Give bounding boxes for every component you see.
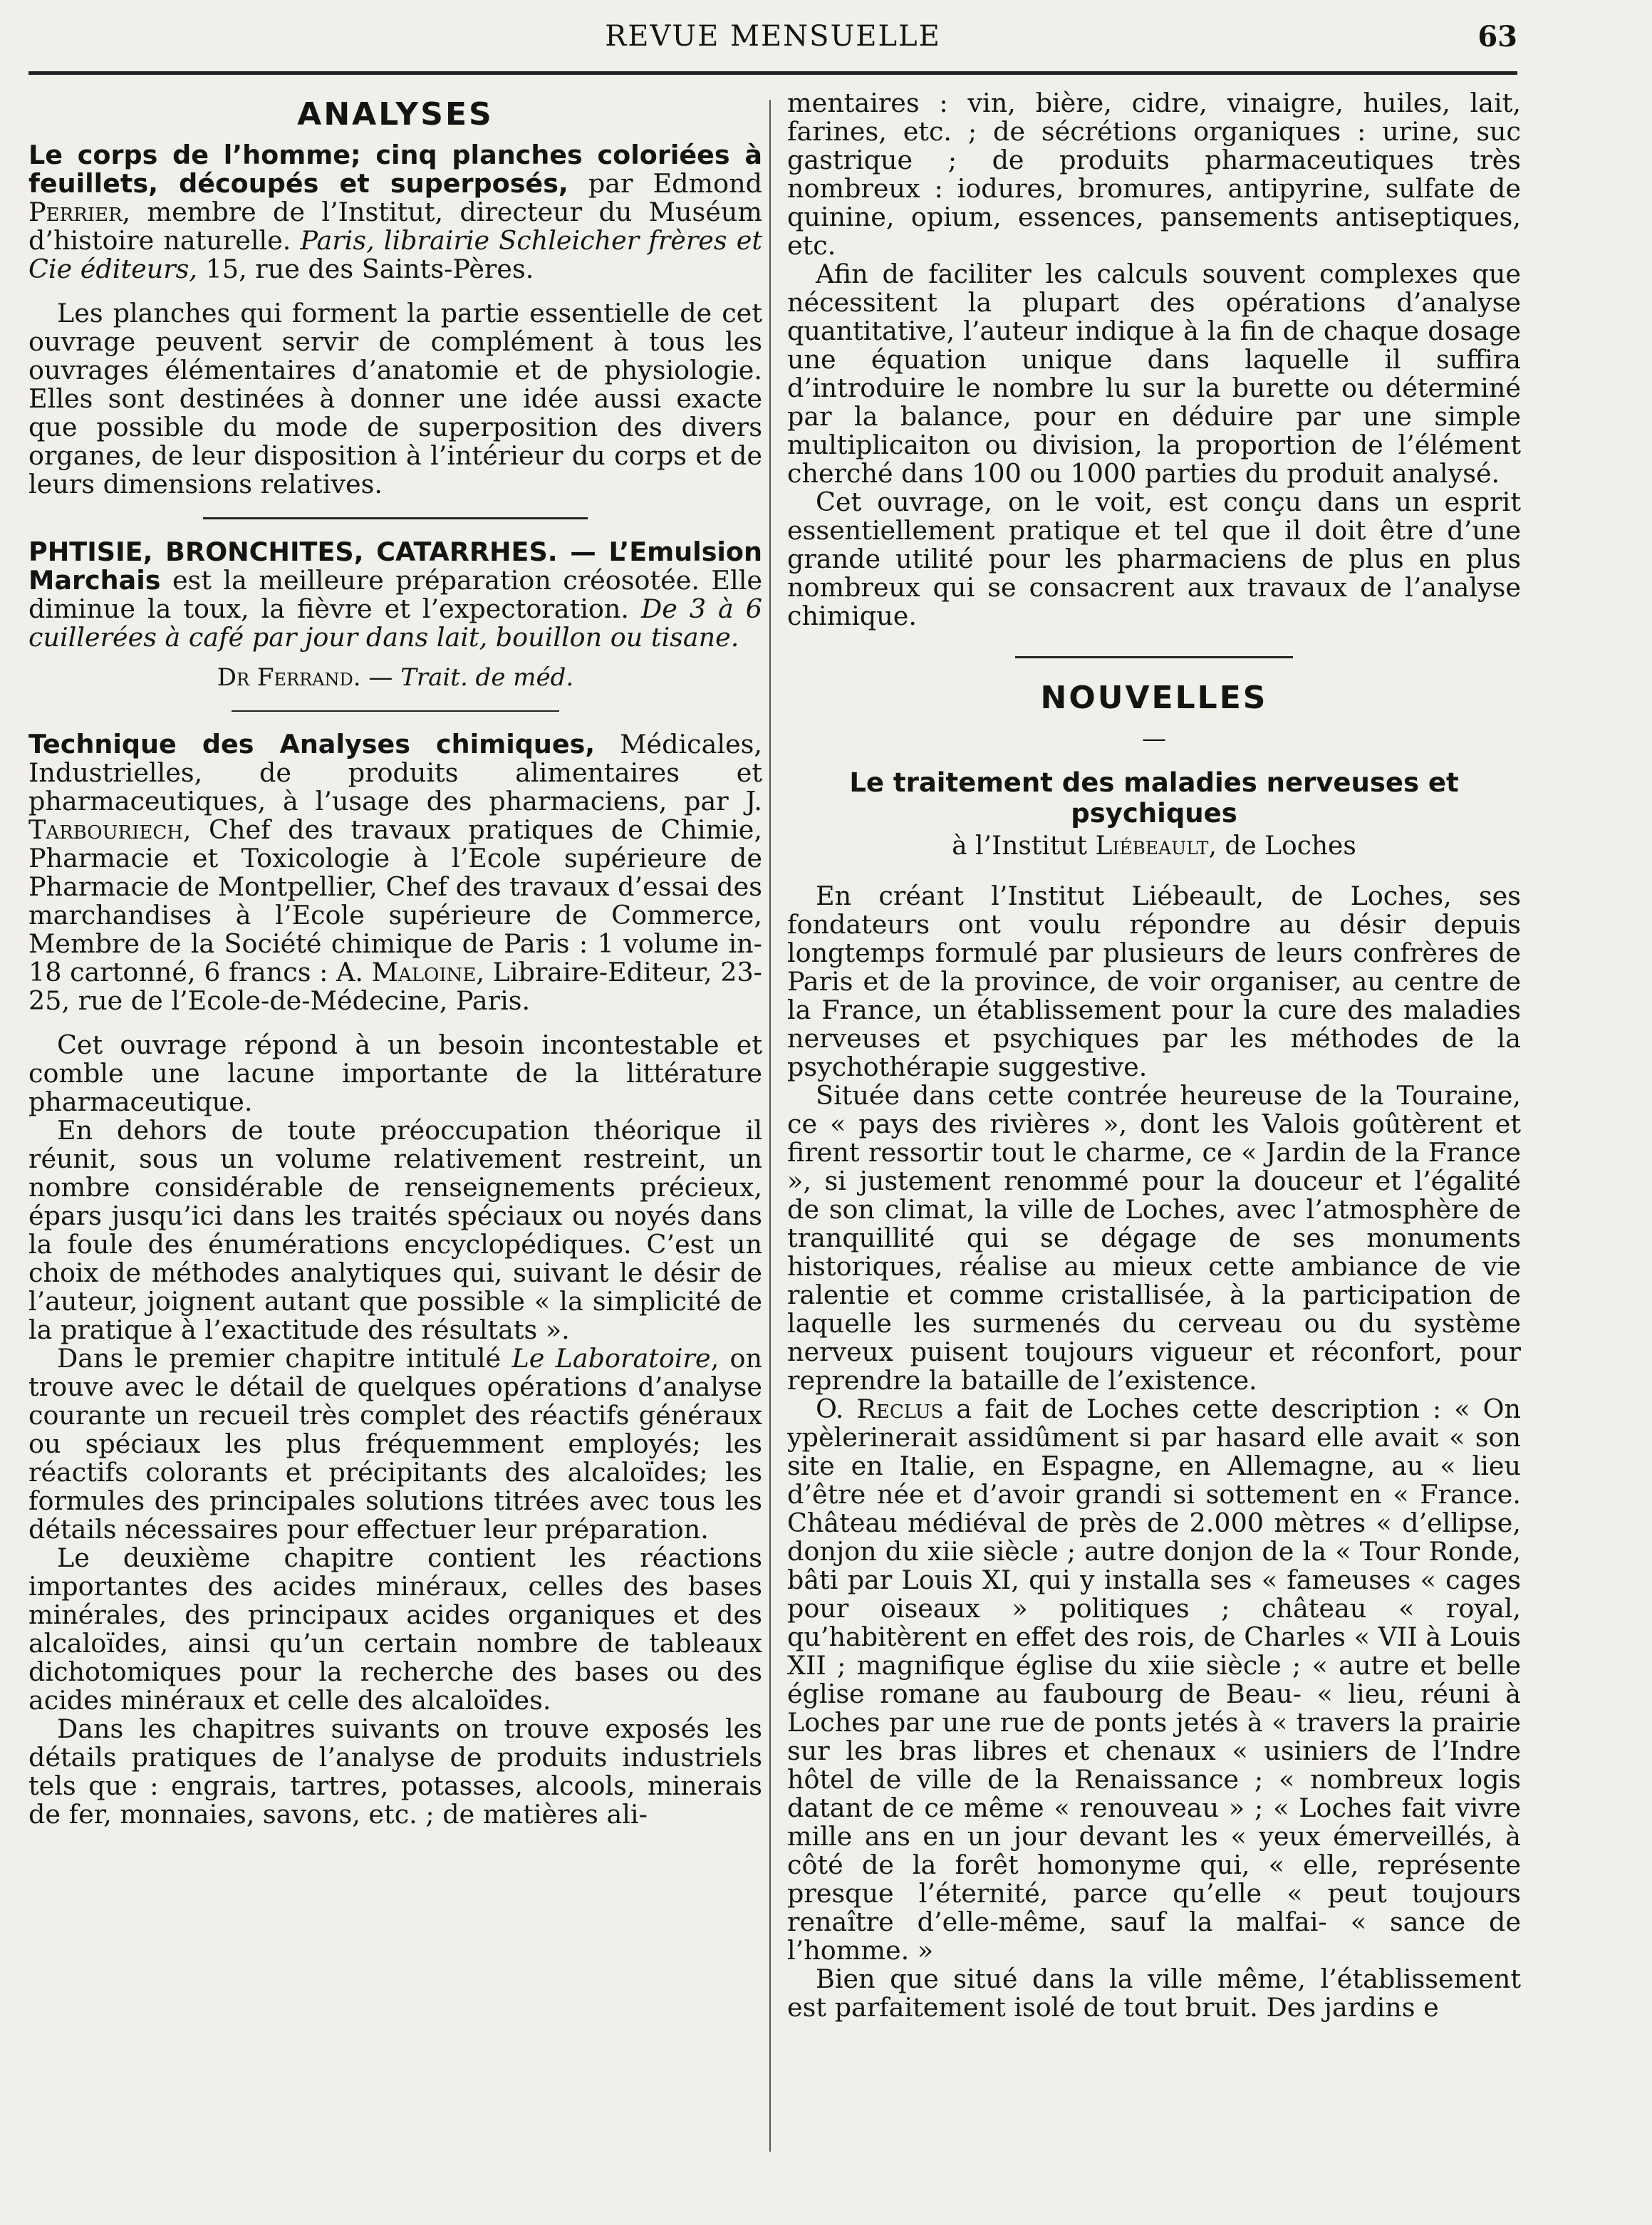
article-paragraph: Bien que situé dans la ville même, l’établissement est parfaitement isolé de tout bruit. Des jardins e: [787, 1964, 1521, 2023]
article-paragraph: Située dans cette contrée heureuse de la Touraine, ce « pays des rivières », dont les Valois goûtèrent et firent ressortir tout le charme, ce « Jardin de la France », si justement renommé pour la douceur et l’égalité de son climat, la ville de Loches, avec l’atmosphère de tranquillité qui se dégage de ses monuments historiques, réalise au mieux cette ambiance de vie ralentie et comme cristallisée, à la participation de laquelle les surmenés du cerveau ou du système nerveux puisent toujours vigueur et réconfort, pour reprendre la bataille de l’existence.: [787, 1080, 1521, 1396]
book2-text: , Chef des travaux pratiques de Chimie, Pharmacie et Toxicologie à l’Ecole supérieure de Pharmacie de Montpellier, Chef des travaux d’essai des marchandises à l’Ecole supérieure de Commerce, Membre de la Société chimique de Paris : 1 volume in-18 cartonné, 6 francs : A.: [28, 814, 762, 987]
heading-dash: —: [1142, 725, 1166, 753]
ad-signature-dash: —: [360, 663, 401, 692]
advertisement: [28, 538, 762, 652]
right-column: [787, 89, 1521, 2212]
book1-entry: [28, 141, 762, 284]
running-title: REVUE MENSUELLE: [605, 20, 941, 53]
ad-signature: [28, 663, 762, 692]
quoted-author: O. Reclus: [816, 1394, 944, 1424]
section-separator: [232, 710, 559, 712]
review-text: , on trouve avec le détail de quelques opérations d’analyse courante un recueil très complet des réactifs généraux ou spéciaux les plus fréquemment employés; les réactifs colorants et précipitants des alcaloïdes; les formules des principales solutions titrées avec tous les détails nécessaires pour effectuer leur préparation.: [28, 1343, 762, 1545]
book1-title: Le corps de l’homme; cinq planches coloriées à feuillets, découpés et superposés,: [28, 140, 762, 199]
chapter-title: Le Laboratoire: [511, 1343, 711, 1374]
book2-text: Médicales, Industrielles, de produits alimentaires et pharmaceutiques, à l’usage des pharmaciens, par J.: [28, 729, 762, 816]
section-separator: [1015, 656, 1293, 658]
book1-review: Les planches qui forment la partie essentielle de cet ouvrage peuvent servir de complément à tous les ouvrages élémentaires d’anatomie et de physiologie. Elles sont destinées à donner une idée aussi exacte que possible du mode de superposition des divers organes, de leur disposition à l’intérieur du corps et de leurs dimensions relatives.: [28, 298, 762, 499]
left-column: [28, 89, 762, 2212]
review-paragraph: Afin de faciliter les calculs souvent complexes que nécessitent la plupart des opérations d’analyse quantitative, l’auteur indique à la fin de chaque dosage une équation unique dans laquelle il suffira d’introduire le nombre lu sur la burette ou déterminé par la balance, pour en déduire par une simple multiplicaiton ou division, la proportion de l’élément cherché dans 100 ou 1000 parties du produit analysé.: [787, 259, 1521, 489]
review-text: Dans le premier chapitre intitulé: [57, 1343, 512, 1374]
page-header: [28, 16, 1517, 58]
book2-publisher: Maloine: [371, 957, 477, 987]
book1-by: par Edmond: [568, 168, 762, 199]
book2-entry: [28, 730, 762, 1015]
ad-signature-ref: Trait. de méd.: [400, 663, 574, 692]
institute-name: Liébeault: [1095, 831, 1209, 861]
book2-author: Tarbouriech: [28, 814, 183, 845]
review-paragraph: mentaires : vin, bière, cidre, vinaigre, huiles, lait, farines, etc. ; de sécrétions organiques : urine, suc gastrique ; de produits pharmaceutiques très nombreux : iodures, bromures, antipyrine, sulfate de quinine, opium, essences, pansements antiseptiques, etc.: [787, 89, 1521, 261]
column-divider: [769, 100, 771, 2152]
book1-author: Perrier: [28, 197, 123, 227]
ad-signature-name: Dr Ferrand.: [217, 663, 361, 692]
analyses-heading: ANALYSES: [297, 96, 494, 133]
review-paragraph: Dans les chapitres suivants on trouve exposés les détails pratiques de l’analyse de produits industriels tels que : engrais, tartres, potasses, alcools, minerais de fer, monnaies, savons, etc. ; de matières ali-: [28, 1713, 762, 1830]
review-paragraph: En dehors de toute préoccupation théorique il réunit, sous un volume relativement restreint, un nombre considérable de renseignements précieux, épars jusqu’ici dans les traités spéciaux ou noyés dans la foule des énumérations encyclopédiques. C’est un choix de méthodes analytiques qui, suivant le désir de l’auteur, joignent autant que possible « la simplicité de la pratique à l’exactitude des résultats ».: [28, 1115, 762, 1345]
review-paragraph: Cet ouvrage répond à un besoin incontestable et comble une lacune importante de la littérature pharmaceutique.: [28, 1029, 762, 1117]
ad-headline: PHTISIE, BRONCHITES, CATARRHES. — L’Emulsion Marchais: [28, 536, 762, 596]
review-paragraph: Cet ouvrage, on le voit, est conçu dans un esprit essentiellement pratique et tel que il doit être d’une grande utilité pour les pharmaciens de plus en plus nombreux qui se consacrent aux travaux de l’analyse chimique.: [787, 487, 1521, 631]
page-number: 63: [1477, 20, 1517, 53]
ad-text: est la meilleure préparation créosotée. Elle diminue la toux, la fièvre et l’expectoration.: [28, 565, 762, 624]
book1-rest: , membre de l’Institut, directeur du Muséum d’histoire naturelle.: [28, 197, 762, 256]
ad-dosage: De 3 à 6 cuillerées à café par jour dans lait, bouillon ou tisane.: [28, 593, 762, 653]
article-subtitle-text: à l’Institut: [952, 831, 1096, 861]
book2-title: Technique des Analyses chimiques,: [28, 729, 596, 759]
section-separator: [203, 517, 588, 519]
quote-text: a fait de Loches cette description : « On ypèlerinerait assidûment si par hasard elle avait « son site en Italie, en Espagne, en Allemagne, au « lieu d’être née et d’avoir grandi si sottement en « France. Château médiéval de près de 2.000 mètres « d’ellipse, donjon du xiie siècle ; autre donjon de la « Tour Ronde, bâti par Louis XI, qui y installa ses « fameuses « cages pour oiseaux » politiques ; château « royal, qu’habitèrent en effet des rois, de Charles « VII à Louis XII ; magnifique église du xiie siècle ; « autre et belle église romane au faubourg de Beau- « lieu, réuni à Loches par une rue de ponts jetés à « travers la prairie sur les bras libres et chenaux « usiniers de l’Indre hôtel de ville de la Renaissance ; « nombreux logis datant de ce même « renouveau » ; « Loches fait vivre mille ans en un jour devant les « yeux émerveillés, à côté de la forêt homonyme qui, « elle, représente presque l’éternité, parce qu’elle « peut toujours renaître d’elle-même, sauf la malfai- « sance de l’homme. »: [787, 1394, 1521, 1966]
article-quote: [787, 1395, 1521, 1965]
review-paragraph: Le deuxième chapitre contient les réactions importantes des acides minéraux, celles des bases minérales, des principaux acides organiques et des alcaloïdes, ainsi qu’un certain nombre de tableaux dichotomiques pour la recherche des bases ou des acides minéraux et celle des alcaloïdes.: [28, 1542, 762, 1716]
book1-address: 15, rue des Saints-Pères.: [197, 254, 534, 284]
article-subtitle: [787, 831, 1521, 861]
book2-text: , Libraire-Editeur, 23-25, rue de l’Ecole-de-Médecine, Paris.: [28, 957, 762, 1016]
article-title: Le traitement des maladies nerveuses et psychiques: [849, 767, 1459, 829]
article-paragraph: En créant l’Institut Liébeault, de Loches, ses fondateurs ont voulu répondre au désir depuis longtemps formulé par plusieurs de leurs confrères de Paris et de la province, de voir organiser, au centre de la France, un établissement pour la cure des maladies nerveuses et psychiques par les méthodes de la psychothérapie suggestive.: [787, 881, 1521, 1082]
review-paragraph: [28, 1344, 762, 1544]
header-rule: [28, 71, 1517, 75]
nouvelles-heading: NOUVELLES: [1040, 680, 1268, 716]
article-subtitle-text: , de Loches: [1208, 831, 1356, 861]
book1-publisher: Paris, librairie Schleicher frères et Cie éditeurs,: [28, 225, 762, 284]
